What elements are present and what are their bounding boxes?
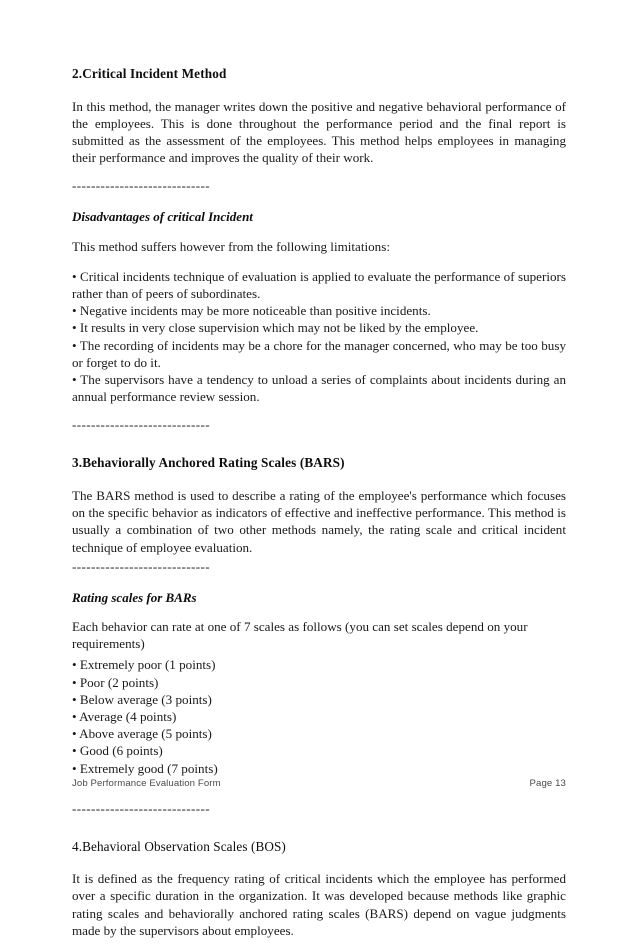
- list-item: • Critical incidents technique of evaluation is applied to evaluate the performance of superiors rather than of peers of subordinates.: [72, 268, 566, 301]
- paragraph-bars: The BARS method is used to describe a rating of the employee's performance which focuses on the specific behavior as indicators of effective and ineffective performance. This method is usually a combination of two other methods namely, the rating scale and critical incident technique of employee evaluation.: [72, 487, 566, 555]
- separator-rule-3: -----------------------------: [72, 559, 211, 573]
- list-item: • Good (6 points): [72, 743, 163, 759]
- list-item: • Below average (3 points): [72, 691, 212, 707]
- heading-critical-incident-method: 2.Critical Incident Method: [72, 66, 227, 81]
- list-item: • Extremely poor (1 points): [72, 657, 216, 673]
- separator-rule-4: -----------------------------: [72, 801, 211, 815]
- document-body: [72, 66, 566, 952]
- heading-bars: 3.Behaviorally Anchored Rating Scales (BARS): [72, 455, 345, 471]
- separator-rule-1: -----------------------------: [72, 179, 211, 193]
- subheading-rating-scales-for-bars: Rating scales for BARs: [72, 589, 197, 605]
- paragraph-rating-scales-intro: Each behavior can rate at one of 7 scales as follows (you can set scales depend on your requirements): [72, 618, 528, 652]
- list-disadvantages: [72, 268, 566, 406]
- footer-document-title: Job Performance Evaluation Form: [72, 778, 221, 789]
- page-footer: [72, 778, 566, 789]
- paragraph-critical-incident-method: In this method, the manager writes down the positive and negative behavioral performance of the employees. This is done throughout the performance period and the final report is submitted as the assessment of the employees. This method helps employees in managing their performance and improves the quality of their work.: [72, 98, 566, 166]
- paragraph-bos: It is defined as the frequency rating of critical incidents which the employee has performed over a specific duration in the organization. It was developed because methods like graphic rating scales and behaviorally anchored rating scales (BARS) depend on vague judgments made by the supervisors about employees.: [72, 871, 566, 938]
- list-item: • The recording of incidents may be a chore for the manager concerned, who may be too busy or forget to do it.: [72, 337, 566, 370]
- spacer: [72, 790, 566, 802]
- list-item: • Negative incidents may be more noticeable than positive incidents.: [72, 303, 431, 319]
- subheading-disadvantages-critical-incident: Disadvantages of critical Incident: [72, 209, 253, 225]
- footer-page-number: Page 13: [529, 778, 566, 789]
- paragraph-limitations-intro: This method suffers however from the following limitations:: [72, 238, 390, 254]
- list-item: • It results in very close supervision which may not be liked by the employee.: [72, 320, 479, 336]
- list-item: • Poor (2 points): [72, 674, 159, 690]
- list-item: • The supervisors have a tendency to unload a series of complaints about incidents during an annual performance review session.: [72, 371, 566, 405]
- list-item: • Above average (5 points): [72, 726, 212, 742]
- heading-bos: 4.Behavioral Observation Scales (BOS): [72, 838, 286, 854]
- list-item: • Average (4 points): [72, 708, 177, 724]
- list-rating-scales: [72, 656, 566, 776]
- separator-rule-2: -----------------------------: [72, 418, 211, 432]
- list-item: • Extremely good (7 points): [72, 760, 218, 776]
